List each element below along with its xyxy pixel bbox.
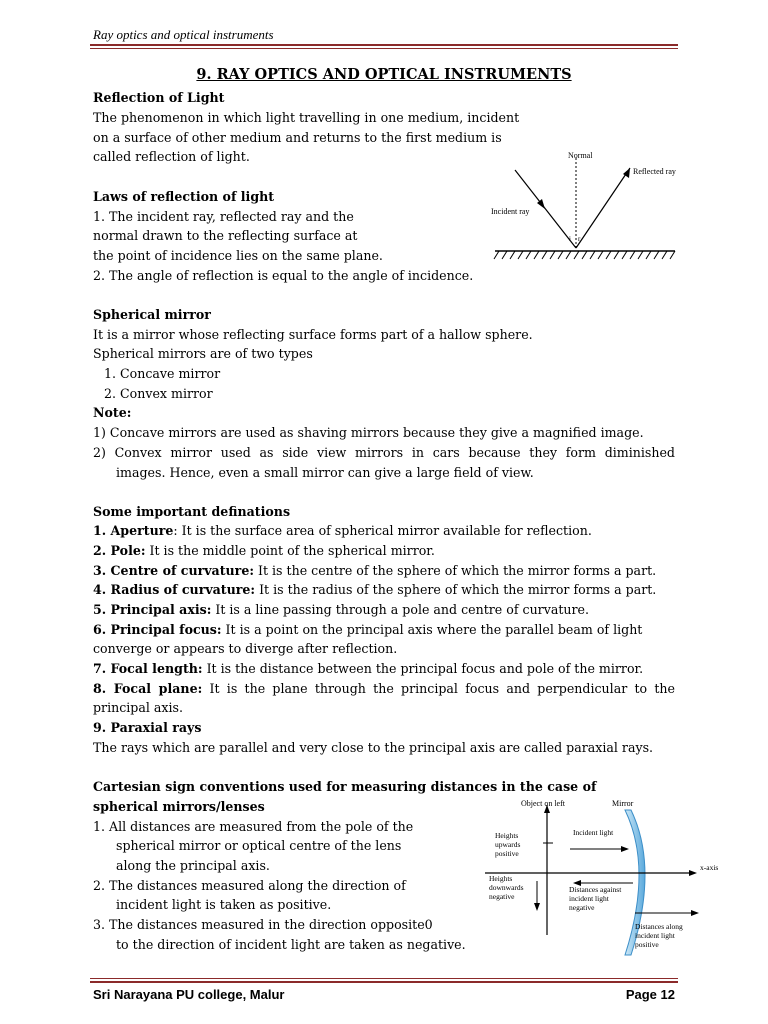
definition-item: 8. Focal plane: It is the plane through the principal focus and perpendicular to the [93,681,676,696]
distances-along-label: incident light [635,931,675,940]
heading-cartesian: Cartesian sign conventions used for measuring distances in the case of [93,779,597,794]
cartesian-line: 3. The distances measured in the direction opposite0 [93,917,433,932]
distances-against-label: Distances against [569,885,622,894]
heading-spherical: Spherical mirror [93,307,211,322]
incident-light-arrowhead [621,846,629,852]
distances-against-label: incident light [569,894,609,903]
reflection-diagram [485,145,695,270]
running-header: Ray optics and optical instruments [93,27,274,42]
law-line: 2. The angle of reflection is equal to the angle of incidence. [93,268,474,283]
object-label: Object on left [521,799,565,808]
reflected-label: Reflected ray [633,167,676,176]
definition-item: 9. Paraxial rays [93,720,202,735]
cartesian-line: to the direction of incident light are taken as negative. [116,937,466,952]
angle-r: r [578,235,581,243]
distances-along-label: positive [635,940,659,949]
heights-down-label: negative [489,892,515,901]
heights-down-label: Heights [489,874,513,883]
definition-item: 4. Radius of curvature: It is the radius of the sphere of which the mirror forms a part. [93,582,657,597]
height-down-arrowhead [534,903,540,911]
angle-i: i [569,235,571,243]
definition-item: 1. Aperture: It is the surface area of spherical mirror available for reflection. [93,523,592,538]
cartesian-line: incident light is taken as positive. [116,897,332,912]
mirror-type: 2. Convex mirror [104,386,213,401]
footer-rule [90,981,678,983]
mirror-hatching [494,251,675,259]
definition-item: 7. Focal length: It is the distance between the principal focus and pole of the mirror. [93,661,644,676]
note-line: 2) Convex mirror used as side view mirrors in cars because they form diminished [93,445,675,460]
footer-college: Sri Narayana PU college, Malur [93,987,285,1002]
note-heading: Note: [93,405,132,420]
distances-against-label: negative [569,903,595,912]
reflected-ray-line [576,168,630,248]
definition-item: 6. Principal focus: It is a point on the principal axis where the parallel beam of light [93,622,643,637]
footer-rule-thin [90,978,678,979]
heights-up-label: upwards [495,840,521,849]
spherical-line: It is a mirror whose reflecting surface forms part of a hallow sphere. [93,327,533,342]
reflection-line: called reflection of light. [93,149,250,164]
reflection-line: The phenomenon in which light travelling in one medium, incident [93,110,520,125]
cartesian-line: spherical mirror or optical centre of the lens [116,838,402,853]
page-title: 9. RAY OPTICS AND OPTICAL INSTRUMENTS [196,66,572,83]
heading-definitions: Some important definations [93,504,291,519]
footer-page-number: Page 12 [625,987,675,1002]
heights-up-label: positive [495,849,519,858]
mirror-type: 1. Concave mirror [104,366,221,381]
header-rule [90,44,678,46]
definition-item: The rays which are parallel and very close to the principal axis are called paraxial rays. [93,740,654,755]
law-line: the point of incidence lies on the same plane. [93,248,383,263]
law-line: 1. The incident ray, reflected ray and the [93,209,354,224]
note-line: 1) Concave mirrors are used as shaving mirrors because they give a magnified image. [93,425,644,440]
law-line: normal drawn to the reflecting surface at [93,228,358,243]
x-axis-label: x-axis [700,863,719,872]
definition-item: 5. Principal axis: It is a line passing through a pole and centre of curvature. [93,602,589,617]
distance-along-arrowhead [691,910,699,916]
heading-cartesian-2: spherical mirrors/lenses [93,799,265,814]
heading-laws: Laws of reflection of light [93,189,275,204]
x-axis-arrowhead [689,870,697,876]
definition-item: converge or appears to diverge after reflection. [93,641,398,656]
mirror-label: Mirror [612,799,634,808]
header-rule-thin [90,48,678,49]
incident-label: Incident ray [491,207,530,216]
definition-item: 2. Pole: It is the middle point of the spherical mirror. [93,543,435,558]
note-line: images. Hence, even a small mirror can give a large field of view. [116,465,534,480]
definition-item: principal axis. [93,700,184,715]
sign-convention-diagram [485,795,725,960]
cartesian-line: along the principal axis. [116,858,270,873]
reflection-line: on a surface of other medium and returns to the first medium is [93,130,502,145]
distances-along-label: Distances along [635,922,683,931]
heights-up-label: Heights [495,831,519,840]
heading-reflection: Reflection of Light [93,90,225,105]
definition-item: 3. Centre of curvature: It is the centre of the sphere of which the mirror forms a part. [93,563,657,578]
spherical-line: Spherical mirrors are of two types [93,346,313,361]
heights-down-label: downwards [489,883,524,892]
cartesian-line: 1. All distances are measured from the pole of the [93,819,414,834]
incident-light-label: Incident light [573,828,614,837]
normal-label: Normal [568,151,593,160]
cartesian-line: 2. The distances measured along the direction of [93,878,406,893]
